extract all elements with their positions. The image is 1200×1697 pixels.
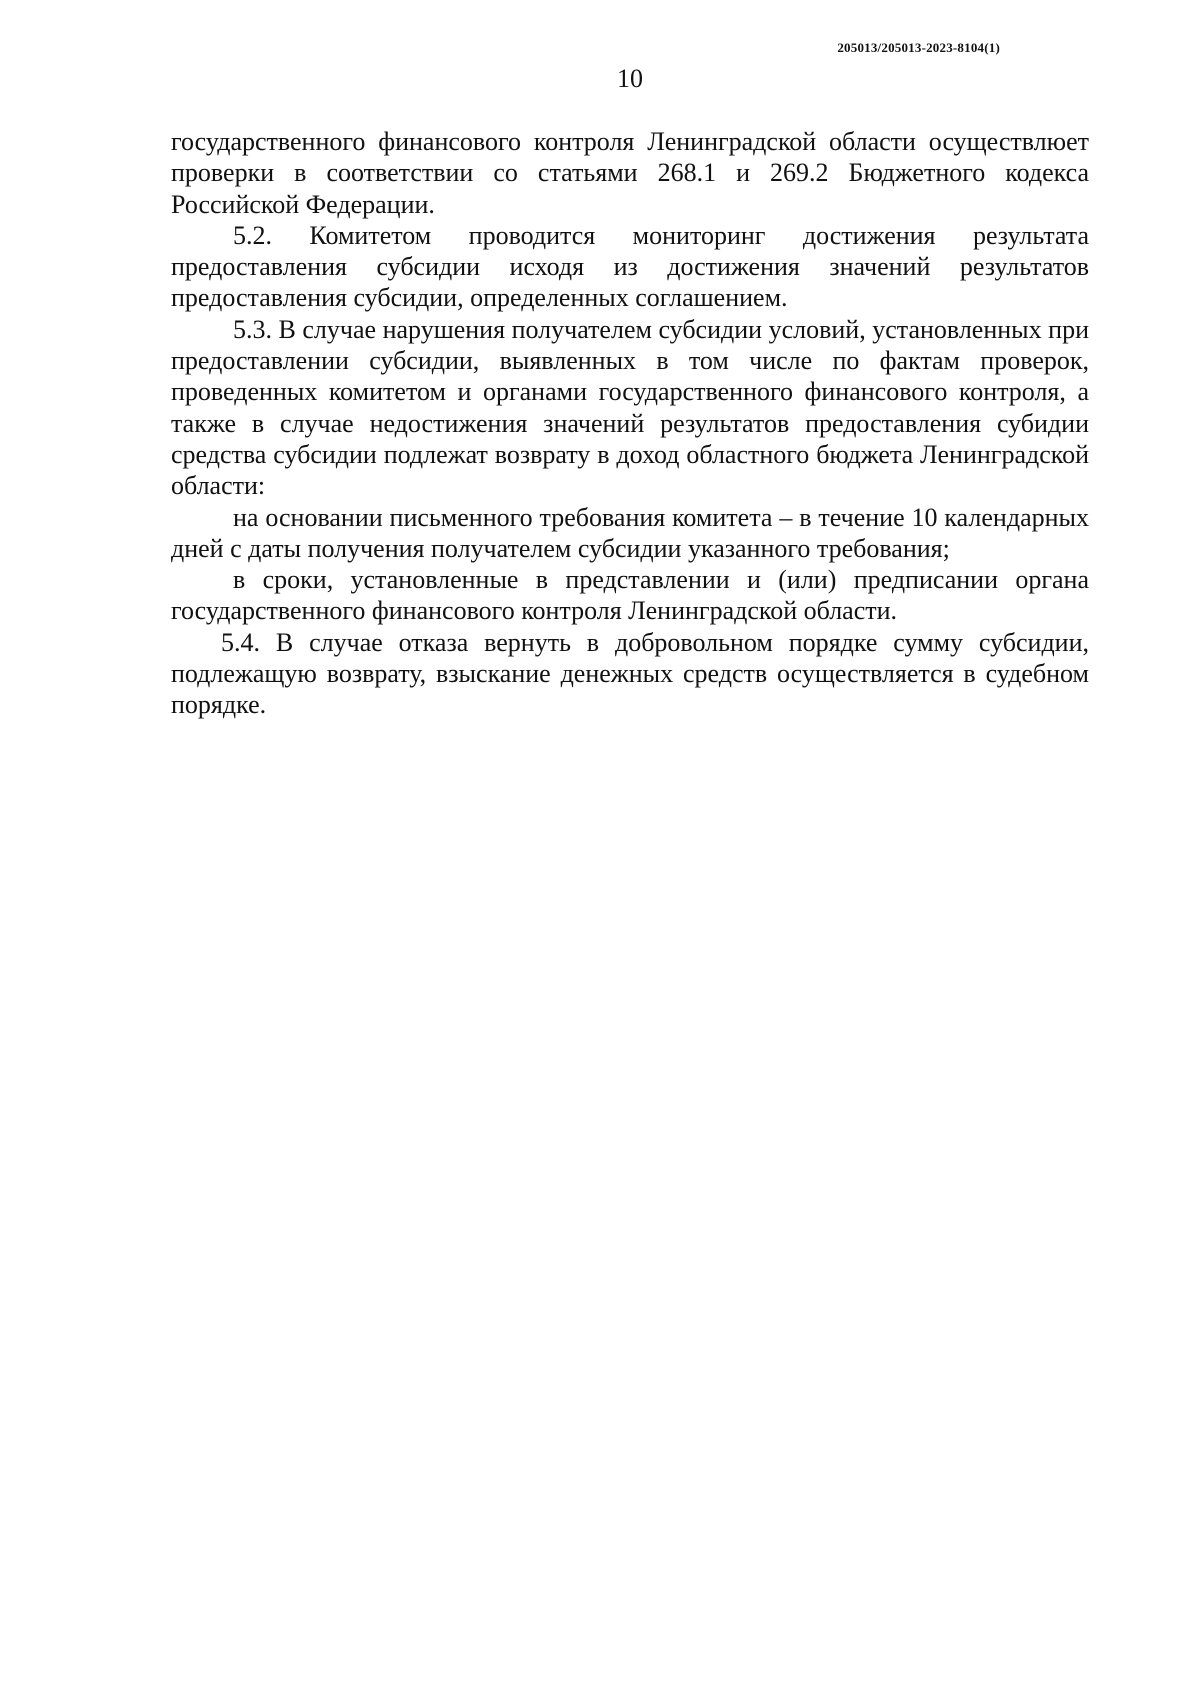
page-number: 10 bbox=[617, 64, 643, 93]
paragraph-continuation: государственного финансового контроля Ленинградской области осуществлюет проверки в соответствии со статьями 268.1 и 269.2 Бюджетного кодекса Российской Федерации. bbox=[171, 127, 1089, 219]
paragraph-5-3: 5.3. В случае нарушения получателем субсидии условий, установленных при предоставлении субсидии, выявленных в том числе по фактам проверок, проведенных комитетом и органами государственного финансового контроля, а также в случае недостижения значений результатов предоставления субидии средства субсидии подлежат возврату в доход областного бюджета Ленинградской области: bbox=[171, 314, 1089, 501]
paragraph-5-3-item-2: в сроки, установленные в представлении и (или) предписании органа государственного финансового контроля Ленинградской области. bbox=[171, 565, 1089, 626]
paragraph-5-4: 5.4. В случае отказа вернуть в добровольном порядке сумму субсидии, подлежащую возврату, взыскание денежных средств осуществляется в судебном порядке. bbox=[171, 627, 1089, 720]
paragraph-5-3-item-1: на основании письменного требования комитета – в течение 10 календарных дней с даты получения получателем субсидии указанного требования; bbox=[171, 502, 1089, 563]
document-body bbox=[171, 126, 1089, 721]
document-registration-number: 205013/205013-2023-8104(1) bbox=[837, 40, 1000, 55]
paragraph-5-2: 5.2. Комитетом проводится мониторинг достижения результата предоставления субсидии исходя из достижения значений результатов предоставления субсидии, определенных соглашением. bbox=[171, 220, 1089, 313]
